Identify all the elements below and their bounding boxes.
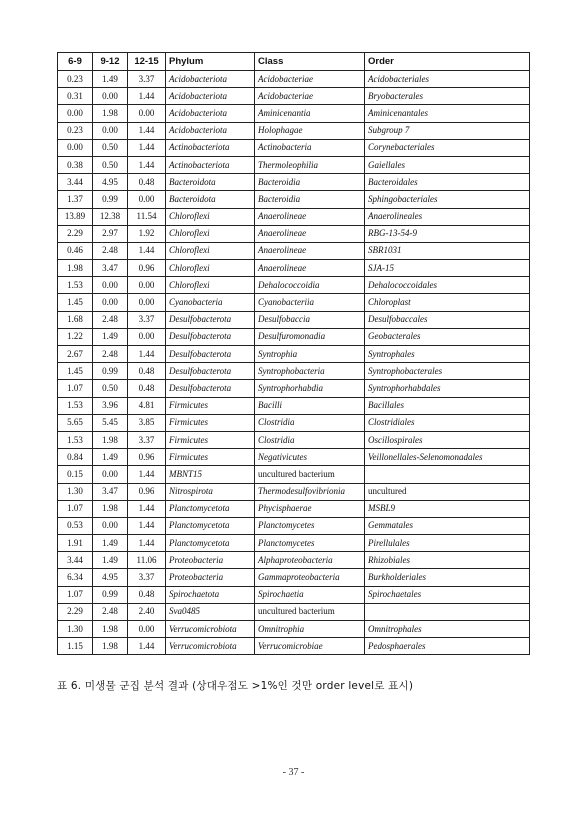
table-row bbox=[58, 397, 530, 414]
table-cell: 0.31 bbox=[58, 88, 93, 105]
table-cell: 0.99 bbox=[93, 191, 128, 208]
table-cell: 0.48 bbox=[128, 380, 166, 397]
table-cell: 6.34 bbox=[58, 569, 93, 586]
table-cell: Acidobacteriae bbox=[255, 88, 365, 105]
microbial-community-table bbox=[57, 52, 530, 655]
table-cell: Chloroflexi bbox=[166, 225, 255, 242]
table-cell: 0.38 bbox=[58, 156, 93, 173]
table-cell: Bacteroidia bbox=[255, 174, 365, 191]
table-row bbox=[58, 122, 530, 139]
table-cell: 1.22 bbox=[58, 328, 93, 345]
table-cell: Proteobacteria bbox=[166, 552, 255, 569]
table-row bbox=[58, 483, 530, 500]
table-cell: 0.15 bbox=[58, 466, 93, 483]
table-cell: Planctomycetota bbox=[166, 517, 255, 534]
table-cell: Syntrophobacteria bbox=[255, 363, 365, 380]
table-cell: 5.65 bbox=[58, 414, 93, 431]
table-cell: 0.96 bbox=[128, 449, 166, 466]
table-cell: Cyanobacteria bbox=[166, 294, 255, 311]
table-cell: 4.95 bbox=[93, 174, 128, 191]
table-cell: 0.48 bbox=[128, 363, 166, 380]
table-cell: 1.37 bbox=[58, 191, 93, 208]
table-cell: Clostridia bbox=[255, 431, 365, 448]
table-cell: Planctomycetes bbox=[255, 535, 365, 552]
table-cell: 0.00 bbox=[128, 191, 166, 208]
table-cell: 0.00 bbox=[128, 328, 166, 345]
table-cell: 0.00 bbox=[58, 105, 93, 122]
table-cell: Dehalococcoidia bbox=[255, 277, 365, 294]
table-row bbox=[58, 535, 530, 552]
table-row bbox=[58, 500, 530, 517]
table-cell: 0.48 bbox=[128, 586, 166, 603]
table-cell: 3.37 bbox=[128, 431, 166, 448]
table-cell: Pirellulales bbox=[365, 535, 530, 552]
table-cell: 1.44 bbox=[128, 638, 166, 655]
table-cell: 4.81 bbox=[128, 397, 166, 414]
table-cell: Anaerolineae bbox=[255, 225, 365, 242]
table-cell: 0.00 bbox=[93, 294, 128, 311]
table-cell: 0.00 bbox=[93, 517, 128, 534]
table-cell: 0.48 bbox=[128, 174, 166, 191]
table-cell: 1.49 bbox=[93, 552, 128, 569]
table-cell: Firmicutes bbox=[166, 397, 255, 414]
table-cell: Cyanobacteriia bbox=[255, 294, 365, 311]
table-cell: Sphingobacteriales bbox=[365, 191, 530, 208]
table-cell: Pedosphaerales bbox=[365, 638, 530, 655]
table-row bbox=[58, 277, 530, 294]
table-cell: 0.23 bbox=[58, 71, 93, 88]
table-cell: 1.44 bbox=[128, 242, 166, 259]
table-caption: 표 6. 미생물 군집 분석 결과 (상대우점도 >1%인 것만 order level로 표시) bbox=[57, 680, 414, 692]
table-cell: 1.44 bbox=[128, 500, 166, 517]
table-cell: Actinobacteriota bbox=[166, 139, 255, 156]
table-cell: Phycisphaerae bbox=[255, 500, 365, 517]
table-cell: 2.48 bbox=[93, 346, 128, 363]
table-row bbox=[58, 517, 530, 534]
table-cell: Actinobacteriota bbox=[166, 156, 255, 173]
table-cell: 0.50 bbox=[93, 139, 128, 156]
column-header: 12-15 bbox=[128, 53, 166, 71]
table-cell: Gemmatales bbox=[365, 517, 530, 534]
table-header bbox=[58, 53, 530, 71]
table-cell: 2.29 bbox=[58, 225, 93, 242]
table-row bbox=[58, 260, 530, 277]
table-cell: 1.45 bbox=[58, 363, 93, 380]
table-row bbox=[58, 139, 530, 156]
table-cell: 0.00 bbox=[128, 294, 166, 311]
table-cell: Geobacterales bbox=[365, 328, 530, 345]
table-row bbox=[58, 569, 530, 586]
table-cell: Spirochaetales bbox=[365, 586, 530, 603]
table-cell: Holophagae bbox=[255, 122, 365, 139]
table-cell: 3.47 bbox=[93, 483, 128, 500]
table-cell: Planctomycetota bbox=[166, 535, 255, 552]
table-cell: 0.00 bbox=[128, 105, 166, 122]
table-cell: Bacillales bbox=[365, 397, 530, 414]
table-cell: 1.49 bbox=[93, 328, 128, 345]
table-cell: 1.68 bbox=[58, 311, 93, 328]
table-cell: Chloroflexi bbox=[166, 260, 255, 277]
table-cell: Syntrophorhabdales bbox=[365, 380, 530, 397]
table-row bbox=[58, 105, 530, 122]
table-row bbox=[58, 225, 530, 242]
table-cell: Syntrophorhabdia bbox=[255, 380, 365, 397]
table-cell: Thermodesulfovibrionia bbox=[255, 483, 365, 500]
table-cell: 3.37 bbox=[128, 569, 166, 586]
table-cell: Veillonellales-Selenomonadales bbox=[365, 449, 530, 466]
page-number: - 37 - bbox=[282, 767, 305, 778]
table-cell: Chloroflexi bbox=[166, 242, 255, 259]
column-header: 6-9 bbox=[58, 53, 93, 71]
table-cell: Firmicutes bbox=[166, 414, 255, 431]
table-cell: Desulfobaccia bbox=[255, 311, 365, 328]
column-header: Class bbox=[255, 53, 365, 71]
table-cell: 2.29 bbox=[58, 603, 93, 620]
table-cell: uncultured bacterium bbox=[255, 603, 365, 620]
table-cell: Acidobacteriales bbox=[365, 71, 530, 88]
table-cell: 1.98 bbox=[93, 500, 128, 517]
column-header: 9-12 bbox=[93, 53, 128, 71]
table-cell: 3.37 bbox=[128, 71, 166, 88]
table-cell: 12.38 bbox=[93, 208, 128, 225]
table-cell: 3.44 bbox=[58, 552, 93, 569]
table-row bbox=[58, 242, 530, 259]
table-cell: Verrucomicrobiota bbox=[166, 638, 255, 655]
table-cell: 2.40 bbox=[128, 603, 166, 620]
table-cell: Omnitrophales bbox=[365, 621, 530, 638]
table-cell: 3.37 bbox=[128, 311, 166, 328]
table-row bbox=[58, 191, 530, 208]
table-body bbox=[58, 71, 530, 655]
table-cell: 5.45 bbox=[93, 414, 128, 431]
table-cell: Verrucomicrobiota bbox=[166, 621, 255, 638]
table-cell: 0.84 bbox=[58, 449, 93, 466]
table-cell: Planctomycetes bbox=[255, 517, 365, 534]
table-cell: Firmicutes bbox=[166, 449, 255, 466]
table-cell: 1.44 bbox=[128, 122, 166, 139]
table-row bbox=[58, 71, 530, 88]
table-cell: 2.67 bbox=[58, 346, 93, 363]
table-row bbox=[58, 156, 530, 173]
table-cell: 1.15 bbox=[58, 638, 93, 655]
table-cell: 2.97 bbox=[93, 225, 128, 242]
table-row bbox=[58, 414, 530, 431]
table-cell: Rhizobiales bbox=[365, 552, 530, 569]
table-cell: Thermoleophilia bbox=[255, 156, 365, 173]
table-cell: Desulfobacterota bbox=[166, 380, 255, 397]
table-cell: Omnitrophia bbox=[255, 621, 365, 638]
table-row bbox=[58, 638, 530, 655]
table-row bbox=[58, 586, 530, 603]
table-cell: 11.06 bbox=[128, 552, 166, 569]
table-cell: 0.00 bbox=[93, 466, 128, 483]
table-cell: 1.07 bbox=[58, 500, 93, 517]
table-cell: 0.50 bbox=[93, 380, 128, 397]
table-cell: Spirochaetia bbox=[255, 586, 365, 603]
table-row bbox=[58, 311, 530, 328]
table-cell: Desulfobacterota bbox=[166, 346, 255, 363]
table-cell: 1.49 bbox=[93, 535, 128, 552]
column-header: Order bbox=[365, 53, 530, 71]
header-row bbox=[58, 53, 530, 71]
table-cell: Bacilli bbox=[255, 397, 365, 414]
table-cell: Negativicutes bbox=[255, 449, 365, 466]
table-cell: 1.07 bbox=[58, 380, 93, 397]
table-cell: 1.98 bbox=[93, 621, 128, 638]
table-cell: 2.48 bbox=[93, 603, 128, 620]
table-cell: 3.44 bbox=[58, 174, 93, 191]
table-cell: Planctomycetota bbox=[166, 500, 255, 517]
table-cell: 0.00 bbox=[58, 139, 93, 156]
table-cell: 0.23 bbox=[58, 122, 93, 139]
table-cell: 11.54 bbox=[128, 208, 166, 225]
table-cell: Acidobacteriae bbox=[255, 71, 365, 88]
table-cell: 1.49 bbox=[93, 71, 128, 88]
table-cell: 1.98 bbox=[58, 260, 93, 277]
table-row bbox=[58, 346, 530, 363]
table-cell: 0.00 bbox=[93, 277, 128, 294]
table-cell: Gaiellales bbox=[365, 156, 530, 173]
table-cell bbox=[365, 603, 530, 620]
table-cell: 0.00 bbox=[128, 277, 166, 294]
table-cell: Syntrophia bbox=[255, 346, 365, 363]
table-cell: 1.44 bbox=[128, 156, 166, 173]
table-cell: 0.96 bbox=[128, 260, 166, 277]
table-cell: Acidobacteriota bbox=[166, 71, 255, 88]
table-cell: Subgroup 7 bbox=[365, 122, 530, 139]
table-cell: Bacteroidia bbox=[255, 191, 365, 208]
table-cell: 3.47 bbox=[93, 260, 128, 277]
table-cell: Firmicutes bbox=[166, 431, 255, 448]
table-cell: Chloroflexi bbox=[166, 277, 255, 294]
table-row bbox=[58, 294, 530, 311]
table-cell: Desulfobaccales bbox=[365, 311, 530, 328]
table-cell: 1.45 bbox=[58, 294, 93, 311]
table-cell: 4.95 bbox=[93, 569, 128, 586]
table-cell: Burkholderiales bbox=[365, 569, 530, 586]
table-cell: Bacteroidota bbox=[166, 191, 255, 208]
table-cell: 3.85 bbox=[128, 414, 166, 431]
table-cell: 1.44 bbox=[128, 346, 166, 363]
table-cell: 1.53 bbox=[58, 397, 93, 414]
table-cell: 0.53 bbox=[58, 517, 93, 534]
table-cell: Verrucomicrobiae bbox=[255, 638, 365, 655]
table-cell: Clostridiales bbox=[365, 414, 530, 431]
table-cell: Desulfobacterota bbox=[166, 311, 255, 328]
table-cell: Bryobacterales bbox=[365, 88, 530, 105]
column-header: Phylum bbox=[166, 53, 255, 71]
table-row bbox=[58, 208, 530, 225]
table-cell: Syntrophales bbox=[365, 346, 530, 363]
table-cell bbox=[365, 466, 530, 483]
table-cell: Desulfobacterota bbox=[166, 328, 255, 345]
table-cell: 1.44 bbox=[128, 88, 166, 105]
table-row bbox=[58, 88, 530, 105]
table-cell: RBG-13-54-9 bbox=[365, 225, 530, 242]
table-cell: Anaerolineae bbox=[255, 242, 365, 259]
table-cell: 0.00 bbox=[93, 122, 128, 139]
table-cell: SJA-15 bbox=[365, 260, 530, 277]
table-cell: 1.44 bbox=[128, 139, 166, 156]
table-cell: 13.89 bbox=[58, 208, 93, 225]
table-cell: Desulfobacterota bbox=[166, 363, 255, 380]
table-cell: 1.98 bbox=[93, 638, 128, 655]
table-cell: 1.98 bbox=[93, 431, 128, 448]
table-cell: 2.48 bbox=[93, 311, 128, 328]
table-cell: MBNT15 bbox=[166, 466, 255, 483]
table-cell: Desulfuromonadia bbox=[255, 328, 365, 345]
table-cell: 1.53 bbox=[58, 431, 93, 448]
table-cell: Sva0485 bbox=[166, 603, 255, 620]
table-cell: 1.53 bbox=[58, 277, 93, 294]
table-cell: Alphaproteobacteria bbox=[255, 552, 365, 569]
table-cell: 0.00 bbox=[93, 88, 128, 105]
table-cell: 0.46 bbox=[58, 242, 93, 259]
table-cell: Acidobacteriota bbox=[166, 122, 255, 139]
table-cell: 1.91 bbox=[58, 535, 93, 552]
table-cell: MSBL9 bbox=[365, 500, 530, 517]
table-cell: 1.44 bbox=[128, 517, 166, 534]
table-cell: uncultured bbox=[365, 483, 530, 500]
table-row bbox=[58, 380, 530, 397]
table-row bbox=[58, 621, 530, 638]
table-row bbox=[58, 174, 530, 191]
table-cell: 1.44 bbox=[128, 535, 166, 552]
table-cell: 1.44 bbox=[128, 466, 166, 483]
table-cell: Bacteroidales bbox=[365, 174, 530, 191]
table-cell: Oscillospirales bbox=[365, 431, 530, 448]
table-row bbox=[58, 603, 530, 620]
table-cell: Bacteroidota bbox=[166, 174, 255, 191]
table-cell: 1.30 bbox=[58, 621, 93, 638]
table-cell: 0.99 bbox=[93, 586, 128, 603]
table-cell: 0.00 bbox=[128, 621, 166, 638]
table-cell: Acidobacteriota bbox=[166, 88, 255, 105]
table-cell: Syntrophobacterales bbox=[365, 363, 530, 380]
table-cell: SBR1031 bbox=[365, 242, 530, 259]
table-cell: Spirochaetota bbox=[166, 586, 255, 603]
table-cell: Anaerolineae bbox=[255, 208, 365, 225]
table-cell: 1.49 bbox=[93, 449, 128, 466]
table-cell: 0.96 bbox=[128, 483, 166, 500]
table-cell: Chloroflexi bbox=[166, 208, 255, 225]
table-cell: Gammaproteobacteria bbox=[255, 569, 365, 586]
table-cell: Aminicenantales bbox=[365, 105, 530, 122]
table-cell: Nitrospirota bbox=[166, 483, 255, 500]
table-row bbox=[58, 466, 530, 483]
table-cell: uncultured bacterium bbox=[255, 466, 365, 483]
table-cell: Dehalococcoidales bbox=[365, 277, 530, 294]
table-cell: 1.92 bbox=[128, 225, 166, 242]
table-cell: Anaerolineae bbox=[255, 260, 365, 277]
table-cell: Corynebacteriales bbox=[365, 139, 530, 156]
table-cell: 2.48 bbox=[93, 242, 128, 259]
table-cell: Clostridia bbox=[255, 414, 365, 431]
table-cell: Proteobacteria bbox=[166, 569, 255, 586]
table-cell: 1.98 bbox=[93, 105, 128, 122]
table-cell: 1.30 bbox=[58, 483, 93, 500]
table-cell: Anaerolineales bbox=[365, 208, 530, 225]
table-cell: 0.50 bbox=[93, 156, 128, 173]
table-row bbox=[58, 363, 530, 380]
table-cell: 1.07 bbox=[58, 586, 93, 603]
table-cell: Acidobacteriota bbox=[166, 105, 255, 122]
table-cell: Chloroplast bbox=[365, 294, 530, 311]
table-cell: Aminicenantia bbox=[255, 105, 365, 122]
table-row bbox=[58, 552, 530, 569]
table-row bbox=[58, 328, 530, 345]
table-row bbox=[58, 449, 530, 466]
table-cell: Actinobacteria bbox=[255, 139, 365, 156]
table-cell: 3.96 bbox=[93, 397, 128, 414]
table-cell: 0.99 bbox=[93, 363, 128, 380]
table-row bbox=[58, 431, 530, 448]
